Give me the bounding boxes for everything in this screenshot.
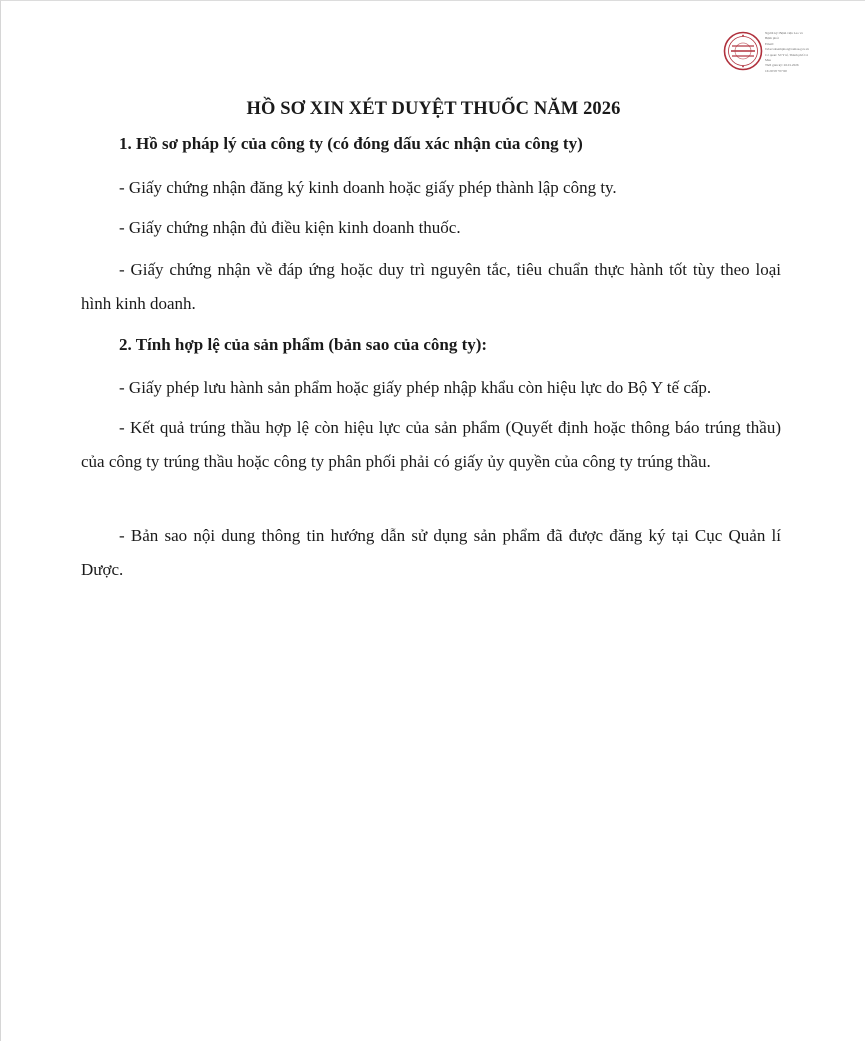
document-title: HỒ SƠ XIN XÉT DUYỆT THUỐC NĂM 2026: [246, 99, 621, 119]
section-1-item: - Giấy chứng nhận về đáp ứng hoặc duy trì nguyên tắc, tiêu chuẩn thực hành tốt tùy theo loại hình kinh doanh.: [81, 260, 781, 313]
signature-line: bvlaovabenhphoi@camau.gov.vn: [765, 47, 810, 52]
section-2-item: - Bản sao nội dung thông tin hướng dẫn sử dụng sản phẩm đã được đăng ký tại Cục Quản lí Dược.: [81, 526, 781, 579]
signature-line: Cơ quan: Sở Y tế, Thành phố Cà: [765, 52, 808, 57]
seal-stamp-icon: [723, 31, 763, 71]
section-1-item: - Giấy chứng nhận đăng ký kinh doanh hoặc giấy phép thành lập công ty.: [119, 178, 617, 197]
signature-line: 16:20:58 +07:00: [765, 68, 787, 73]
digital-signature-block: [723, 31, 848, 77]
section-2-item: - Giấy phép lưu hành sản phẩm hoặc giấy phép nhập khẩu còn hiệu lực do Bộ Y tế cấp.: [119, 378, 712, 397]
signature-line: Email:: [765, 41, 774, 46]
section-1-item: - Giấy chứng nhận đủ điều kiện kinh doanh thuốc.: [119, 218, 461, 237]
signature-line: Thời gian ký: 26.01.2026: [765, 63, 799, 68]
section-2-item: - Kết quả trúng thầu hợp lệ còn hiệu lực của sản phẩm (Quyết định hoặc thông báo trúng thầu) của công ty trúng thầu hoặc công ty phân phối phải có giấy ủy quyền của công ty trúng thầu.: [81, 418, 781, 471]
signature-text: [765, 31, 849, 74]
signature-line: Bệnh phổi: [765, 36, 779, 41]
section-1-heading: 1. Hồ sơ pháp lý của công ty (có đóng dấu xác nhận của công ty): [119, 134, 583, 153]
signature-line: Mau: [765, 58, 772, 63]
section-2-heading: 2. Tính hợp lệ của sản phẩm (bản sao của công ty):: [119, 335, 488, 354]
signature-line: Người ký: Bệnh viện Lao và: [765, 31, 803, 35]
